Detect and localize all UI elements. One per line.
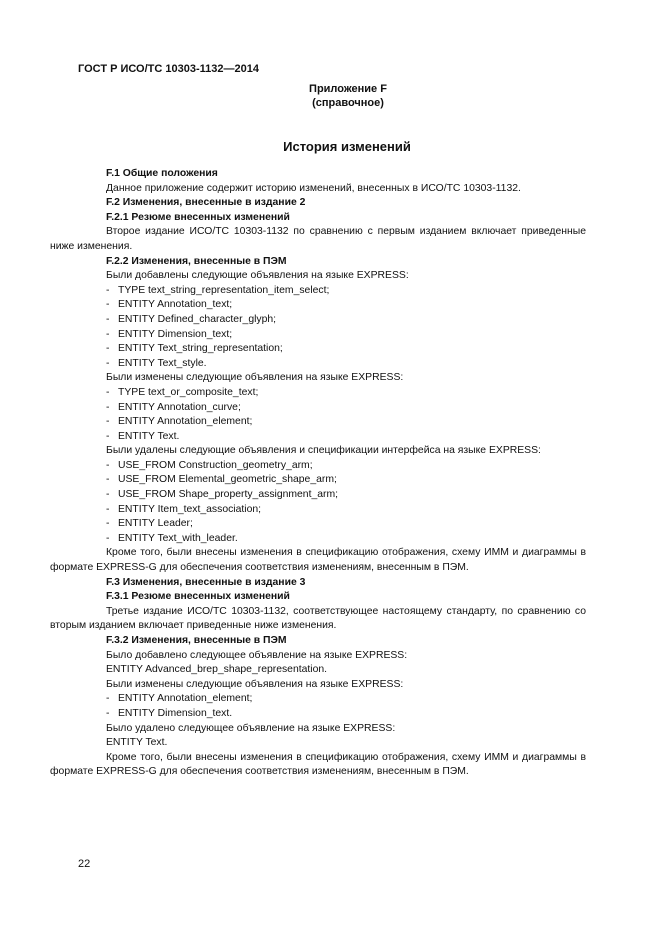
section-heading: F.3 Изменения, внесенные в издание 3 [106, 576, 306, 588]
paragraph-line: Кроме того, были внесены изменения в спецификацию отображения, схему ИММ и диаграммы в [106, 751, 586, 763]
list-marker: - [106, 313, 110, 325]
list-intro: Были изменены следующие объявления на языке EXPRESS: [106, 678, 404, 690]
list-item [78, 517, 586, 532]
list-marker: - [106, 518, 110, 530]
paragraph-line: формате EXPRESS-G для обеспечения соответствия изменениям, внесенным в ПЭМ. [50, 766, 469, 778]
subsection-heading: F.2.2 Изменения, внесенные в ПЭМ [106, 255, 287, 267]
subsection-heading: F.2.1 Резюме внесенных изменений [106, 211, 290, 223]
page-title: История изменений [283, 139, 411, 154]
annex-type: (справочное) [312, 97, 384, 109]
list-item [78, 707, 586, 722]
list-item [78, 473, 586, 488]
page-number: 22 [78, 858, 91, 870]
subsection-heading: F.3.2 Изменения, внесенные в ПЭМ [106, 635, 287, 646]
list-intro: Были изменены следующие объявления на языке EXPRESS: [106, 372, 404, 384]
list-intro: Было добавлено следующее объявление на языке EXPRESS: [106, 649, 408, 661]
list-intro: Были добавлены следующие объявления на языке EXPRESS: [106, 270, 409, 282]
paragraph-line: формате EXPRESS-G для обеспечения соответствия изменениям, внесенным в ПЭМ. [50, 562, 469, 574]
paragraph [50, 605, 586, 634]
list-marker: - [106, 474, 110, 486]
list-item-text: ENTITY Leader; [118, 518, 193, 530]
list-marker: - [106, 430, 110, 442]
paragraph [50, 225, 586, 254]
list-item-text: USE_FROM Elemental_geometric_shape_arm; [118, 474, 337, 486]
list-marker: - [106, 503, 110, 515]
list-marker: - [106, 343, 110, 355]
list-item-text: ENTITY Annotation_text; [118, 299, 233, 311]
annex-heading [300, 82, 396, 110]
list-item [78, 284, 586, 299]
list-item-text: ENTITY Defined_character_glyph; [118, 313, 277, 325]
list-marker: - [106, 532, 110, 544]
list-item-text: ENTITY Annotation_element; [118, 693, 253, 705]
list-marker: - [106, 707, 110, 719]
list-item [78, 401, 586, 416]
list-intro: Было удалено следующее объявление на языке EXPRESS: [106, 722, 396, 734]
f3-changed-declarations-list [78, 692, 586, 721]
list-marker: - [106, 299, 110, 311]
list-item [78, 488, 586, 503]
paragraph [50, 751, 586, 780]
added-declarations-list [78, 284, 586, 372]
list-item [78, 342, 586, 357]
list-item-text: ENTITY Text_with_leader. [118, 532, 238, 544]
list-item [78, 692, 586, 707]
list-item [78, 430, 586, 445]
list-item [78, 298, 586, 313]
list-marker: - [106, 284, 110, 296]
paragraph: Данное приложение содержит историю изменений, внесенных в ИСО/ТС 10303-1132. [106, 182, 521, 194]
list-item [78, 503, 586, 518]
list-item-text: ENTITY Text_style. [118, 357, 207, 369]
paragraph-line: Третье издание ИСО/ТС 10303-1132, соответствующее настоящему стандарту, по сравнению со [106, 605, 586, 617]
paragraph [50, 546, 586, 575]
removed-declarations-list [78, 459, 586, 547]
list-item [78, 357, 586, 372]
section-heading: F.2 Изменения, внесенные в издание 2 [106, 197, 306, 209]
list-marker: - [106, 416, 110, 428]
section-heading: F.1 Общие положения [106, 168, 218, 179]
list-marker: - [106, 459, 110, 471]
paragraph-line: ниже изменения. [50, 240, 133, 252]
declaration-line: ENTITY Advanced_brep_shape_representation. [106, 664, 328, 676]
list-item-text: USE_FROM Construction_geometry_arm; [118, 459, 313, 471]
list-item-text: USE_FROM Shape_property_assignment_arm; [118, 489, 339, 501]
list-item-text: TYPE text_string_representation_item_select; [118, 284, 330, 296]
list-item [78, 386, 586, 401]
list-item-text: ENTITY Annotation_curve; [118, 401, 241, 413]
declaration-line: ENTITY Text. [106, 737, 168, 749]
list-item-text: ENTITY Dimension_text. [118, 707, 233, 719]
list-item [78, 313, 586, 328]
list-marker: - [106, 357, 110, 369]
list-item-text: ENTITY Item_text_association; [118, 503, 262, 515]
document-code: ГОСТ Р ИСО/ТС 10303-1132—2014 [78, 63, 259, 75]
list-item-text: ENTITY Text. [118, 430, 180, 442]
document-body [50, 167, 586, 780]
list-marker: - [106, 328, 110, 340]
paragraph-line: вторым изданием включает приведенные ниже изменения. [50, 620, 337, 632]
list-item [78, 532, 586, 547]
list-item [78, 459, 586, 474]
list-item [78, 415, 586, 430]
list-item-text: ENTITY Dimension_text; [118, 328, 233, 340]
list-item-text: ENTITY Annotation_element; [118, 416, 253, 428]
list-item-text: ENTITY Text_string_representation; [118, 343, 283, 355]
list-marker: - [106, 489, 110, 501]
paragraph-line: Второе издание ИСО/ТС 10303-1132 по сравнению с первым изданием включает приведенные [106, 226, 586, 238]
subsection-heading: F.3.1 Резюме внесенных изменений [106, 591, 290, 603]
annex-title: Приложение F [309, 83, 387, 95]
list-marker: - [106, 401, 110, 413]
list-intro: Были удалены следующие объявления и спецификации интерфейса на языке EXPRESS: [106, 445, 541, 457]
list-marker: - [106, 693, 110, 705]
list-marker: - [106, 386, 110, 398]
list-item [78, 328, 586, 343]
list-item-text: TYPE text_or_composite_text; [118, 386, 259, 398]
changed-declarations-list [78, 386, 586, 444]
paragraph-line: Кроме того, были внесены изменения в спецификацию отображения, схему ИММ и диаграммы в [106, 547, 586, 559]
